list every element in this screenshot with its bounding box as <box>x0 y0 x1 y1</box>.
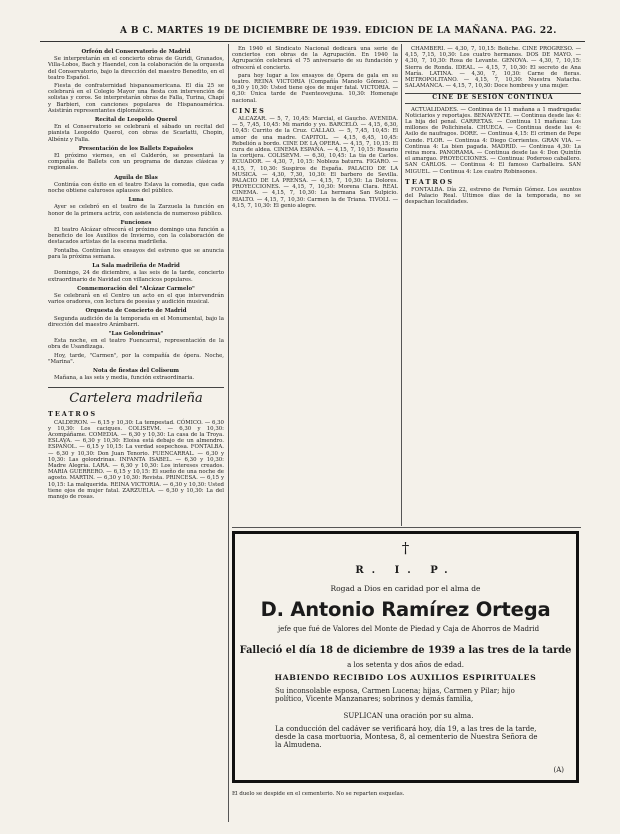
fiesta-paragraph: Fiesta de confraternidad hispanoamericana. El día 25 se celebrará en el Colegio Mayor una fiesta con intervención de solistas y coros. Se interpretarán obras de Falla, Turina, Chapí y Barbieri, con canciones populares de Hispanoamérica. Asistirán representantes diplomáticos. <box>48 83 224 114</box>
aguila-paragraph: Continúa con éxito en el teatro Eslava la comedia, que cada noche obtiene calurosos aplausos del público. <box>48 181 224 195</box>
teatros-section-label: TEATROS <box>48 410 98 419</box>
column-two <box>232 46 398 524</box>
golondrinas-paragraph: Esta noche, en el teatro Fuencarral, representación de la obra de Usandizaga. <box>48 338 224 351</box>
recital-paragraph: En el Conservatorio se celebrará el sábado un recital del pianista Leopoldo Querol, con obras de Scarlatti, Chopin, Albéniz y Falla. <box>48 124 224 143</box>
death-date-line: Falleció el día 18 de diciembre de 1939 a las tres de la tarde <box>239 645 572 656</box>
fontalba-paragraph: Fontalba. Continúan los ensayos del estreno que se anuncia para la próxima semana. <box>48 247 224 260</box>
golondrinas-heading: "Las Golondrinas" <box>108 330 164 337</box>
sala-heading: La Sala madrileña de Madrid <box>92 263 180 270</box>
page-header: A B C. MARTES 19 DE DICIEMBRE DE 1939. EDICION DE LA MAÑANA. PAG. 22. <box>120 26 557 36</box>
column-one <box>48 46 224 822</box>
age-line: a los setenta y dos años de edad. <box>347 661 464 669</box>
column-divider-1 <box>228 44 229 822</box>
suplican-line: SUPLICAN una oración por su alma. <box>343 712 474 720</box>
footer-text: El duelo se despide en el cementerio. No se reparten esquelas. <box>232 791 405 797</box>
intro-paragraph: En 1940 el Sindicato Nacional dedicará una serie de conciertos con obras de la Agrupación. En 1940 la Agrupación celebrará el 75 aniversario de su fundación y ofrecerá el concierto. <box>232 46 398 71</box>
orfeon-heading: Orfeón del Conservatorio de Madrid <box>81 49 191 55</box>
funciones-heading: Funciones <box>120 219 152 226</box>
sala-paragraph: Domingo, 24 de diciembre, a las seis de la tarde, concierto extraordinario de Navidad con villancicos populares. <box>48 270 224 283</box>
cines-listings: ALCAZAR. — 5, 7, 10,45: Marcial, el Gaucho. AVENIDA. — 5, 7,45, 10,45: Mi marido y yo. BARCELÓ. — 4,15, 6,30, 10,45: Currito de la Cruz. CALLAO. — 5, 7,45, 10,45: El amor de una madre. CAPITOL. — 4,15, 6,45, 10,45: Rebelión a bordo. CINE DE LA OPERA. — 4,15, 7, 10,15: El cura de aldea. CINEMA ESPAÑA. — 4,15, 7, 10,15: Rosario la cortijera. COLISEVM. — 6,30, 10,45: La tía de Carlos. ECUADOR. — 4,30, 7, 10,15: Nobleza baturra. FIGARO. — 4,15, 7, 10,30: Suspiros de España. PALACIO DE LA MUSICA. — 4,30, 7,30, 10,30: El barbero de Sevilla. PALACIO DE LA PRENSA. — 4,15, 7, 10,30: La Dolores. PROYECCIONES. — 4,15, 7, 10,30: Morena Clara. REAL CINEMA. — 4,15, 7, 10,30: La hermana San Sulpicio. RIALTO. — 4,15, 7, 10,30: Carmen la de Triana. TIVOLI. — 4,15, 7, 10,30: El genio alegre. <box>232 116 398 209</box>
presentacion-heading: Presentación de los Ballets Españoles <box>78 145 194 152</box>
auxilios-line: HABIENDO RECIBIDO LOS AUXILIOS ESPIRITUALES <box>274 673 537 682</box>
cartelera-listings: CALDERON. — 6,15 y 10,30: La tempestad. CÓMICO. — 6,30 y 10,30: Los caciques. COLISEVM. — 6,30 y 10,30: Acompáñame. COMEDIA. — 6,30 y 10,30: La casa de la Troya. ESLAVA. — 6,30 y 10,30: Eloísa está debajo de un almendro. ESPAÑOL. — 6,15 y 10,15: La verdad sospechosa. FONTALBA. — 6,30 y 10,30: Don Juan Tenorio. FUENCARRAL. — 6,30 y 10,30: Las golondrinas. INFANTA ISABEL. — 6,30 y 10,30: Madre Alegría. LARA. — 6,30 y 10,30: Los intereses creados. MARIA GUERRERO. — 6,15 y 10,15: El sueño de una noche de agosto. MARTIN. — 6,30 y 10,30: Revista. PRINCESA. — 6,15 y 10,15: La malquerida. REINA VICTORIA. — 6,30 y 10,30: Usted tiene ojos de mujer fatal. ZARZUELA. — 6,30 y 10,30: La del manojo de rosas. <box>48 419 224 500</box>
orquesta-paragraph: Segunda audición de la temporada en el Monumental, bajo la dirección del maestro Arámbarri. <box>48 315 224 328</box>
luna-heading: Luna <box>128 197 144 204</box>
recital-heading: Recital de Leopoldo Querol <box>94 117 178 124</box>
header-rule <box>40 41 585 42</box>
conduccion-line: La conducción del cadáver se verificará hoy, día 19, a las tres de la tarde, desde la casa mortuoria, Montesa, 8, al cementerio de Nuestra Señora de la Almudena. <box>275 725 538 750</box>
conmemoracion-heading: Conmemoración del "Alcázar Carmelo" <box>77 285 195 292</box>
cines-section-label: CINES <box>232 106 266 115</box>
rip-heading: R. I. P. <box>355 565 456 576</box>
column-three <box>405 46 581 524</box>
column-divider-2 <box>401 44 402 526</box>
cross-icon: † <box>401 539 410 557</box>
hoy-paragraph: Hoy, tarde, "Carmen", por la compañía de ópera. Noche, "Marina". <box>48 352 224 365</box>
nota-heading: Nota de fiestas del Coliseum <box>93 367 179 374</box>
advertisement-mark: (A) <box>553 766 564 774</box>
orfeon-paragraph: Se interpretarán en el concierto obras de Guridi, Granados, Villa-Lobos, Bach y Haendel, con la colaboración de la orquesta del Conservatorio, bajo la dirección del maestro Benedito, en el teatro Español. <box>48 56 224 81</box>
orquesta-heading: Orquesta de Concierto de Madrid <box>85 308 187 315</box>
deceased-position: jefe que fué de Valores del Monte de Piedad y Caja de Ahorros de Madrid <box>277 625 540 633</box>
presentacion-paragraph: El próximo viernes, en el Calderón, se presentará la compañía de Ballets con un programa de danzas clásicas y regionales. <box>48 153 224 172</box>
obituary-top-rule <box>232 527 581 528</box>
funciones-paragraph: El teatro Alcázar ofrecerá el próximo domingo una función a beneficio de los Auxilios de Invierno, con la colaboración de destacados artistas de la escena madrileña. <box>48 227 224 246</box>
luna-paragraph: Ayer se celebró en el teatro de la Zarzuela la función en honor de la primera actriz, con asistencia de numeroso público. <box>48 204 224 217</box>
nota-paragraph: Mañana, a las seis y media, función extraordinaria. <box>54 375 195 382</box>
continua-section-label: CINE DE SESION CONTINUA <box>405 93 581 103</box>
intro2-paragraph: para hoy lugar a los ensayos de Ópera de gala en su teatro. REINA VICTORIA (Compañía Manolo Gómez). — 6,30 y 10,30: Usted tiene ojos de mujer fatal. VICTORIA. — 6,30: Única tarde de Fuenteovejuna. 10,30: Homenaje nacional. <box>232 72 398 104</box>
family-line: Su inconsolable esposa, Carmen Lucena; hijas, Carmen y Pilar; hijo político, Vicente Manzanares; sobrinos y demás familia, <box>275 687 515 704</box>
aguila-heading: Aguila de Blas <box>114 174 158 181</box>
teatros2-paragraph: FONTALBA. Día 22, estreno de Fernán Gómez. Los asuntos del Palacio Real. Ultimos días de la temporada, no se despachan localidades. <box>405 187 581 206</box>
teatros2-section-label: TEATROS <box>405 177 455 186</box>
deceased-name: D. Antonio Ramírez Ortega <box>260 598 551 621</box>
obituary-notice <box>232 531 579 783</box>
cartelera-title: Cartelera madrileña <box>48 387 224 407</box>
col3-top-listings: CHAMBERI. — 4,30, 7, 10,15: Boliche. CINE PROGRESO. — 4,15, 7,15, 10,30: Los cuatro hermanos. DOS DE MAYO. — 4,30, 7, 10,30: Rosa de Levante. GENOVA. — 4,30, 7, 10,15: Sierra de Ronda. IDEAL. — 4,15, 7, 10,30: El secreto de Ana María. LATINA. — 4,30, 7, 10,30: Carne de fieras. METROPOLITANO. — 4,15, 7, 10,30: Nuestra Natacha. SALAMANCA. — 4,15, 7, 10,30: Doce hombres y una mujer. <box>405 46 581 90</box>
conmemoracion-paragraph: Se celebrará en el Centro un acto en el que intervendrán varios oradores, con lectura de poesías y audición musical. <box>48 292 224 306</box>
rogad-line: Rogad a Dios en caridad por el alma de <box>330 584 481 593</box>
continua-listings: ACTUALIDADES. — Continua de 11 mañana a 1 madrugada: Noticiarios y reportajes. BENAVENTE. — Continua desde las 4: La hija del penal. CARRETAS. — Continua 11 mañana: Los millones de Polichinela. CHUECA. — Continua desde las 4: Asilo de naufragos. DORE. — Continua 4,15: El crimen de Pepe Conde. FLOR. — Continua 4: Diego Corrientes. GRAN VIA. — Continua 4: La bien pagada. MADRID. — Continua 4,30: La reina mora. PANORAMA. — Continua desde las 4: Don Quintín el amargao. PROYECCIONES. — Continua: Poderoso caballero. SAN CARLOS. — Continua 4: El famoso Carballeira. SAN MIGUEL. — Continua 4: Los cuatro Robinsones. <box>405 106 581 175</box>
